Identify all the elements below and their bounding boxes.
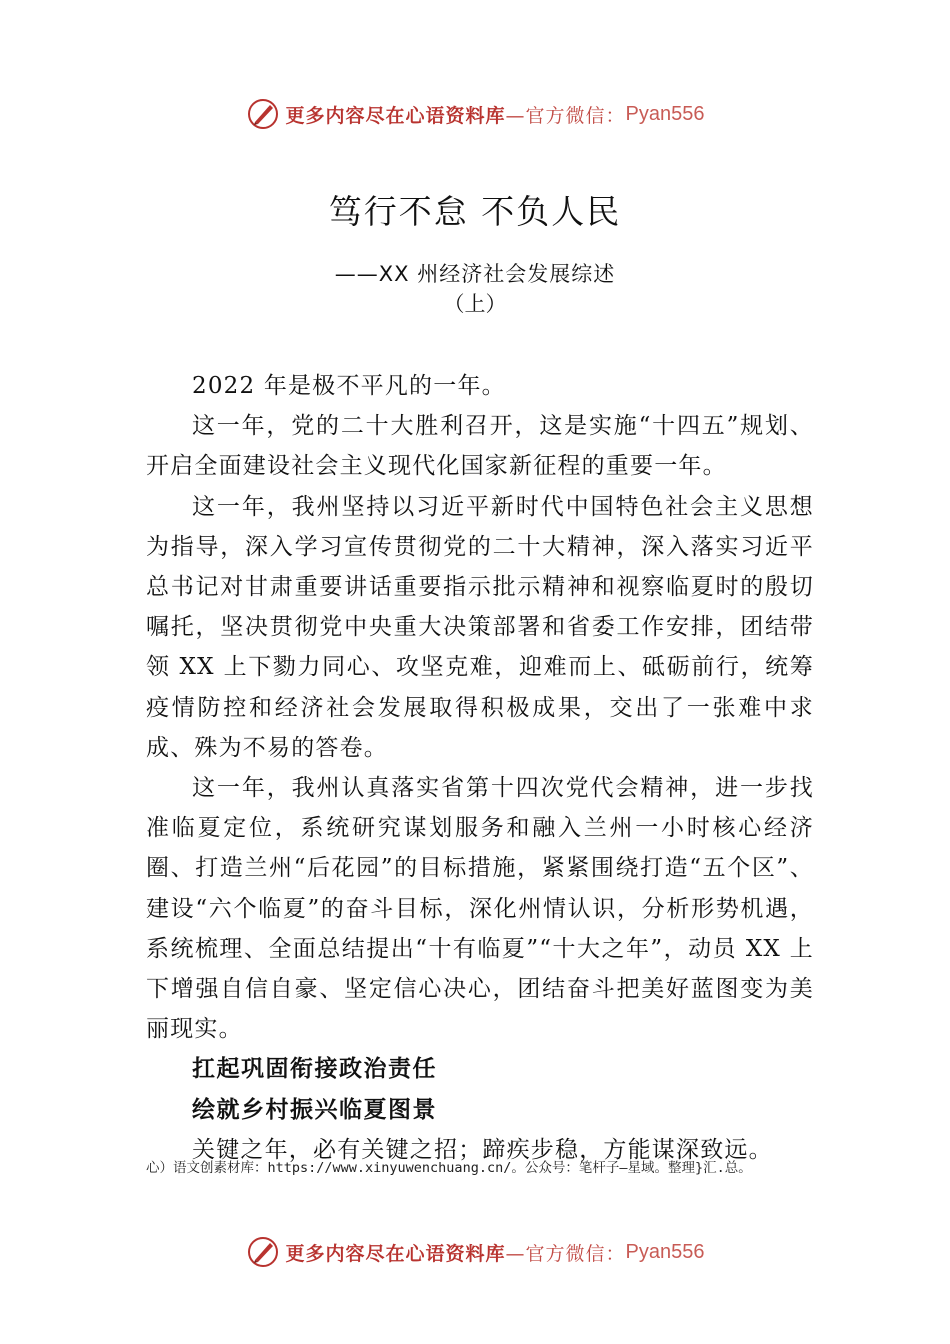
banner-brand: 更多内容尽在心语资料库 [285, 1242, 506, 1265]
paragraph: 这一年，我州坚持以习近平新时代中国特色社会主义思想为指导，深入学习宣传贯彻党的二十大精神，深入落实习近平总书记对甘肃重要讲话重要指示批示精神和视察临夏时的殷切嘱托，坚决贯彻党中央重大决策部署和省委工作安排，团结带领 XX 上下勠力同心、攻坚克难，迎难而上、砥砺前行，统筹疫情防控和经济社会发展取得积极成果，交出了一张难中求成、殊为不易的答卷。 [146, 493, 814, 761]
document-subtitle: ——XX 州经济社会发展综述 [334, 262, 616, 286]
document-part: （上） [443, 292, 507, 316]
source-footnote: 心）语文创素材库：https://www.xinyuwenchuang.cn/。公众号：笔杆子—星域。整理}汇.总。 [146, 1160, 752, 1176]
section-heading: 扛起巩固衔接政治责任 [192, 1055, 437, 1083]
banner-wechat-label: —官方微信： [505, 1242, 626, 1265]
footer-banner [0, 1232, 950, 1272]
banner-brand: 更多内容尽在心语资料库 [285, 104, 506, 127]
paragraph: 关键之年，必有关键之招；蹄疾步稳，方能谋深致远。 [192, 1136, 773, 1163]
section-heading: 绘就乡村振兴临夏图景 [192, 1095, 437, 1123]
document-body [146, 366, 814, 1170]
paragraph: 这一年，党的二十大胜利召开，这是实施“十四五”规划、开启全面建设社会主义现代化国家新征程的重要一年。 [146, 413, 814, 480]
banner-account: Pyan556 [625, 102, 705, 125]
banner-wechat-label: —官方微信： [505, 104, 626, 127]
paragraph: 这一年，我州认真落实省第十四次党代会精神，进一步找准临夏定位，系统研究谋划服务和融入兰州一小时核心经济圈、打造兰州“后花园”的目标措施，紧紧围绕打造“五个区”、建设“六个临夏”的奋斗目标，深化州情认识，分析形势机遇，系统梳理、全面总结提出“十有临夏”“十大之年”，动员 XX 上下增强自信自豪、坚定信心决心，团结奋斗把美好蓝图变为美丽现实。 [146, 775, 814, 1043]
paragraph: 2022 年是极不平凡的一年。 [192, 373, 506, 399]
seal-logo-icon [246, 1235, 280, 1269]
seal-logo-icon [246, 97, 280, 131]
document-title: 笃行不怠 不负人民 [328, 192, 622, 231]
header-banner [0, 94, 950, 134]
banner-account: Pyan556 [625, 1240, 705, 1263]
